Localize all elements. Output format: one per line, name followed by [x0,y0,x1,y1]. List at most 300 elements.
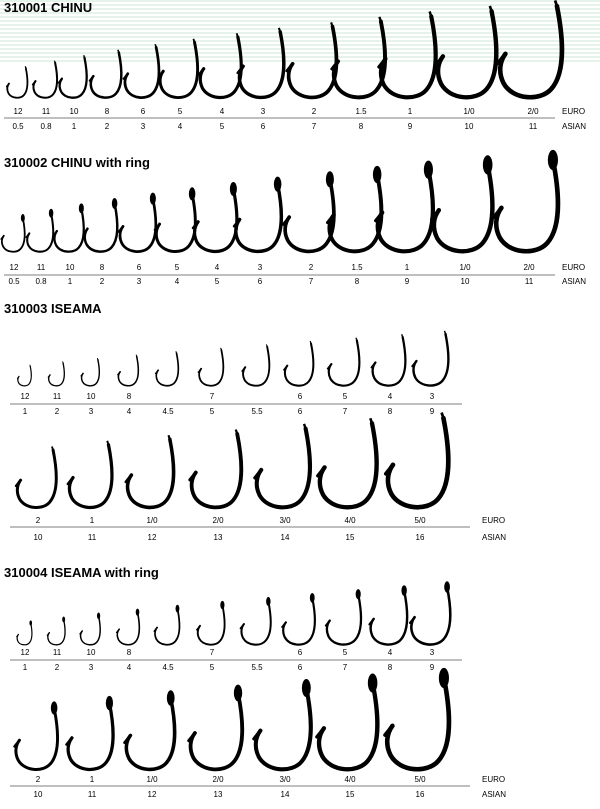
hook-illustration [328,166,382,251]
hook-illustration [326,589,361,644]
hook-eye [368,673,378,692]
stripe-line [0,32,600,34]
hook-outline [27,213,53,252]
euro-size-label: 1.5 [355,107,367,116]
hook-illustration [17,365,31,386]
euro-size-label: 2/0 [527,107,539,116]
hook-spade [331,22,332,26]
hook-illustration [317,673,377,769]
hook-illustration [14,701,57,769]
hook-illustration [238,28,284,98]
hook-outline [257,429,310,508]
asian-size-label: 3 [136,277,142,286]
hook-spade [430,11,432,16]
hook-illustration [412,331,448,386]
asian-size-label: 16 [415,790,425,799]
euro-size-label: 5 [342,648,348,657]
asian-size-label: 7 [311,122,317,131]
hook-spade [221,348,222,350]
hook-spade [402,334,403,337]
hook-outline [118,356,138,385]
asian-size-label: 11 [87,790,97,799]
asian-size-label: 0.8 [35,277,47,286]
hook-outline [413,334,448,386]
hook-outline [496,160,558,251]
asian-size-label: 5 [209,663,215,672]
hook-spade [107,441,108,445]
hook-outline [2,218,25,252]
hook-illustration [84,198,118,252]
euro-size-label: 12 [20,392,30,401]
hook-illustration [7,66,28,98]
asian-size-label: 7 [342,407,348,416]
asian-size-label: 4.5 [162,407,174,416]
hook-illustration [198,348,223,386]
asian-size-label: 8 [358,122,364,131]
hook-outline [48,619,65,644]
asian-size-label: 0.5 [8,277,20,286]
hook-eye [97,613,100,620]
euro-size-label: 4 [387,648,393,657]
hook-illustration [386,413,448,508]
hook-barb [90,76,94,81]
asian-size-label: 7 [308,277,314,286]
euro-size-label: 2/0 [523,263,535,272]
stripe-line [0,36,600,38]
asian-size-label: 9 [404,277,410,286]
euro-size-label: 5/0 [414,775,426,784]
hook-eye [356,589,361,599]
hook-eye [266,597,270,606]
hook-spade [266,344,267,346]
euro-size-label: 4 [219,107,225,116]
asian-size-label: 6 [297,663,303,672]
hook-outline [329,340,360,385]
stripe-line [0,44,600,46]
hook-outline [60,58,87,98]
hook-illustration [1,214,25,252]
euro-size-label: 11 [36,263,46,272]
euro-size-label: 2/0 [212,775,224,784]
hook-spade [52,447,53,450]
hook-illustration [199,33,241,97]
hook-eye [302,679,311,697]
asian-size-label: 2 [54,407,60,416]
euro-size-label: 5 [174,263,180,272]
hook-outline [155,609,179,645]
hook-outline [117,612,139,645]
asian-size-label: 2 [104,122,110,131]
euro-size-label: 1/0 [146,516,158,525]
hook-eye [483,155,493,174]
asian-row-label: ASIAN [562,122,587,131]
hook-eye [79,203,84,213]
hook-outline [198,605,225,645]
asian-size-label: 1 [71,122,77,131]
hook-outline [125,47,159,97]
hook-eye [29,620,32,625]
hook-spade [118,50,119,53]
hook-eye [176,605,180,613]
hook-spade [237,33,238,37]
asian-size-label: 0.8 [40,122,52,131]
euro-size-label: 10 [86,392,96,401]
asian-size-label: 6 [260,122,266,131]
hook-barb [7,84,9,87]
asian-row-label: ASIAN [562,277,587,286]
stripe-line [0,24,600,26]
asian-size-label: 6 [257,277,263,286]
section-title-310001: 310001 CHINU [4,0,93,15]
euro-size-label: 2 [311,107,317,116]
hook-illustration [432,155,493,251]
hook-outline [156,353,178,386]
euro-size-label: 1 [404,263,410,272]
hook-illustration [118,355,139,386]
hook-illustration [155,187,195,251]
hook-outline [327,594,361,644]
asian-size-label: 14 [280,790,290,799]
hook-outline [54,208,83,251]
hook-spade [379,17,381,22]
euro-size-label: 10 [86,648,96,657]
hook-illustration [240,597,270,645]
asian-size-label: 9 [407,122,413,131]
euro-size-label: 4/0 [344,775,356,784]
section-title-310002: 310002 CHINU with ring [4,155,150,170]
stripe-line [0,20,600,22]
hook-outline [236,184,281,251]
hook-outline [81,616,101,645]
hook-spade [155,44,156,47]
euro-size-label: 12 [20,648,30,657]
hook-illustration [410,581,450,644]
hook-outline [192,434,242,507]
hook-eye [62,616,65,622]
asian-size-label: 13 [213,533,223,542]
euro-size-label: 6 [140,107,146,116]
euro-size-label: 8 [99,263,105,272]
euro-size-label: 12 [13,107,23,116]
euro-size-label: 5 [342,392,348,401]
hook-illustration [189,685,242,770]
asian-size-label: 4 [126,663,132,672]
hook-outline [91,53,121,98]
stripe-line [0,56,600,58]
hook-barb [17,376,19,378]
stripe-line [0,16,600,18]
asian-size-label: 3 [140,122,146,131]
euro-size-label: 1 [89,516,95,525]
hook-outline [17,450,56,508]
hook-eye [21,214,25,222]
asian-size-label: 11 [524,277,534,286]
hook-spade [490,6,492,11]
euro-size-label: 3 [429,648,435,657]
hook-illustration [17,620,32,644]
hook-outline [241,601,270,644]
hook-spade [236,430,237,434]
hook-illustration [33,61,57,98]
hook-spade [176,351,177,353]
hook-eye [548,150,558,170]
asian-size-label: 10 [33,790,43,799]
hook-illustration [16,447,56,508]
hook-spade [168,435,169,439]
hook-outline [68,703,113,769]
stripe-line [0,48,600,50]
hook-eye [106,696,113,710]
stripe-line [0,40,600,42]
asian-size-label: 4 [174,277,180,286]
hook-outline [243,347,269,386]
hook-illustration [119,193,156,252]
stripe-line [0,28,600,30]
hook-eye [234,685,242,702]
hook-outline [49,363,65,386]
hook-spade [555,0,557,6]
hook-illustration [48,361,64,385]
hook-illustration [494,150,558,251]
hook-illustration [255,424,310,507]
hook-illustration [371,334,405,385]
asian-size-label: 5.5 [251,407,263,416]
asian-size-label: 10 [33,533,43,542]
hook-spade [279,28,280,32]
asian-size-label: 10 [464,122,474,131]
hook-spade [136,355,137,357]
asian-size-label: 10 [460,277,470,286]
euro-size-label: 3 [260,107,266,116]
hook-eye [51,701,58,714]
hook-eye [373,166,382,183]
hook-illustration [254,679,311,769]
hook-outline [16,708,58,769]
asian-size-label: 15 [345,790,355,799]
hook-illustration [117,609,140,645]
hook-outline [319,683,377,769]
euro-size-label: 6 [136,263,142,272]
hook-spade [444,331,445,334]
euro-size-label: 11 [52,392,62,401]
hook-eye [401,585,406,596]
hook-outline [69,445,111,508]
euro-size-label: 4 [214,263,220,272]
euro-size-label: 10 [69,107,79,116]
hook-outline [17,623,32,645]
euro-size-label: 3 [257,263,263,272]
hook-spade [25,66,26,68]
asian-size-label: 1 [22,663,28,672]
asian-size-label: 8 [354,277,360,286]
hook-illustration [156,351,179,386]
hook-outline [156,194,195,252]
hook-spade [442,413,444,418]
hook-illustration [68,441,112,508]
hook-outline [82,360,100,386]
asian-size-label: 16 [415,533,425,542]
euro-size-label: 4/0 [344,516,356,525]
hook-outline [320,423,377,507]
asian-size-label: 3 [88,407,94,416]
section-title-310004: 310004 ISEAMA with ring [4,565,159,580]
stripe-line [0,52,600,54]
hook-illustration [234,177,281,252]
euro-size-label: 8 [126,648,132,657]
hook-outline [285,344,313,386]
asian-size-label: 9 [429,407,435,416]
asian-row-label: ASIAN [482,533,507,542]
euro-size-label: 3/0 [279,516,291,525]
hook-spade [356,338,357,341]
hook-barb [48,375,50,377]
hook-outline [195,189,237,251]
hook-outline [329,175,381,252]
euro-size-label: 2/0 [212,516,224,525]
euro-size-label: 5/0 [414,516,426,525]
hook-eye [189,187,196,200]
asian-row-label: ASIAN [482,790,507,799]
asian-size-label: 2 [54,663,60,672]
euro-size-label: 2 [308,263,314,272]
euro-size-label: 1/0 [146,775,158,784]
hook-eye [112,198,118,209]
hook-illustration [47,616,65,644]
euro-size-label: 10 [65,263,75,272]
euro-row-label: EURO [482,516,506,525]
asian-size-label: 11 [87,533,97,542]
hook-outline [85,204,118,252]
hook-spade [84,55,85,57]
asian-size-label: 1 [22,407,28,416]
hook-eye [326,171,334,187]
hook-outline [256,688,311,769]
euro-size-label: 2 [35,516,41,525]
hook-outline [387,678,449,769]
hook-eye [424,161,433,179]
euro-size-label: 3/0 [279,775,291,784]
hook-illustration [369,585,407,644]
asian-size-label: 8 [387,407,393,416]
asian-size-label: 0.5 [12,122,24,131]
asian-size-label: 3 [88,663,94,672]
asian-size-label: 15 [345,533,355,542]
euro-size-label: 12 [9,263,19,272]
hook-outline [128,439,174,507]
hook-eye [167,690,175,706]
hook-outline [373,337,406,385]
hook-outline [191,693,243,769]
hook-illustration [318,418,377,507]
euro-size-label: 7 [209,648,215,657]
asian-size-label: 5.5 [251,663,263,672]
asian-size-label: 9 [429,663,435,672]
euro-size-label: 1 [89,775,95,784]
hook-spade [97,358,98,360]
hook-spade [370,418,372,423]
euro-row-label: EURO [482,775,506,784]
hook-outline [285,179,334,251]
asian-size-label: 5 [219,122,225,131]
asian-size-label: 2 [99,277,105,286]
hook-outline [500,6,562,97]
hook-illustration [284,341,313,386]
hook-eye [439,668,449,688]
asian-size-label: 4.5 [162,663,174,672]
euro-size-label: 2 [35,775,41,784]
hook-spade [304,424,306,429]
hook-outline [411,587,450,645]
hook-illustration [126,435,174,507]
hook-outline [33,63,57,98]
euro-row-label: EURO [562,107,586,116]
hook-illustration [125,690,175,769]
hook-illustration [67,696,114,770]
hook-outline [200,37,241,98]
hook-illustration [436,6,496,97]
hook-illustration [328,338,360,386]
euro-size-label: 8 [126,392,132,401]
hook-spade [54,61,55,63]
hook-eye [230,182,237,196]
hook-illustration [283,171,334,251]
euro-size-label: 1 [407,107,413,116]
hook-outline [7,68,27,98]
asian-size-label: 1 [67,277,73,286]
hook-outline [378,170,433,252]
asian-size-label: 8 [387,663,393,672]
hook-eye [220,601,224,609]
hook-spade [310,341,311,344]
section-title-310003: 310003 ISEAMA [4,301,102,316]
euro-size-label: 6 [297,648,303,657]
asian-size-label: 6 [297,407,303,416]
hook-spade [193,39,194,42]
euro-size-label: 11 [41,107,51,116]
hook-outline [434,165,492,251]
hook-eye [310,593,315,603]
hook-illustration [376,161,433,252]
hook-eye [136,609,140,616]
asian-size-label: 12 [147,790,157,799]
asian-size-label: 13 [213,790,223,799]
stripe-line [0,60,600,62]
hook-illustration [154,605,179,645]
hook-illustration [385,668,449,769]
hook-illustration [80,613,100,645]
hook-illustration [159,39,198,98]
asian-size-label: 11 [528,122,538,131]
hook-eye [274,177,282,192]
euro-size-label: 5 [177,107,183,116]
asian-size-label: 5 [214,277,220,286]
hook-eye [150,193,156,205]
hook-barb [33,81,36,85]
hook-illustration [26,209,53,252]
hook-outline [120,199,156,252]
hook-illustration [190,430,241,508]
hook-illustration [282,593,315,645]
euro-size-label: 1.5 [351,263,363,272]
hook-eye [49,209,53,218]
asian-size-label: 4 [126,407,132,416]
asian-size-label: 5 [209,407,215,416]
euro-size-label: 6 [297,392,303,401]
hook-outline [160,42,197,97]
euro-size-label: 4 [387,392,393,401]
euro-size-label: 3 [429,392,435,401]
euro-size-label: 11 [52,648,62,657]
